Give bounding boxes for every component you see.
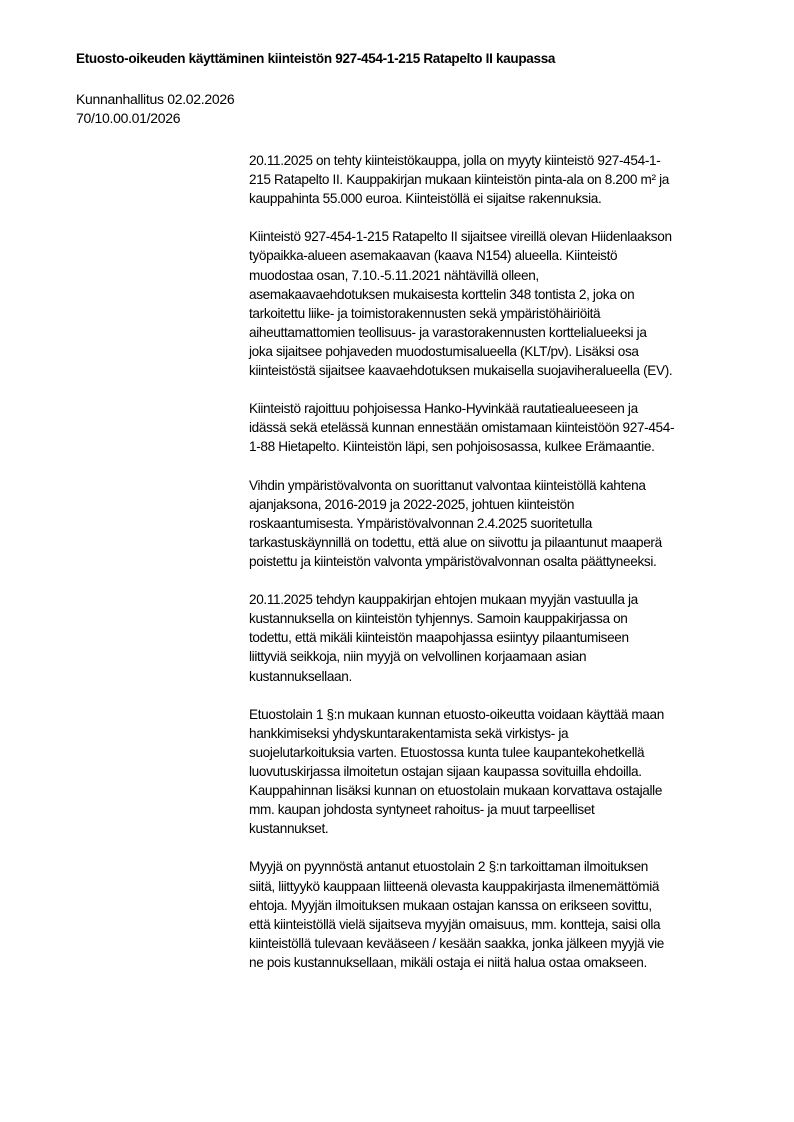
paragraph-line: siitä, liittyykö kauppaan liitteenä olevasta kauppakirjasta ilmenemättömiä xyxy=(249,878,660,894)
paragraph-line: roskaantumisesta. Ympäristövalvonnan 2.4.2025 suoritetulla xyxy=(249,515,592,531)
paragraph-line: tarkoitettu liike- ja toimistorakennusten sekä ympäristöhäiriöitä xyxy=(249,305,601,321)
paragraph xyxy=(249,857,674,972)
paragraph-line: mm. kaupan johdosta syntyneet rahoitus- ja muut tarpeelliset xyxy=(249,802,595,818)
paragraph-line: poistettu ja kiinteistön valvonta ympäristövalvonnan osalta päättyneeksi. xyxy=(249,553,657,569)
paragraph-line: kiinteistöstä sijaitsee kaavaehdotuksen mukaisella suojaviheralueella (EV). xyxy=(249,363,673,379)
paragraph-line: todettu, että mikäli kiinteistön maapohjassa esiintyy pilaantumiseen xyxy=(249,630,629,646)
paragraph-line: suojelutarkoituksia varten. Etuostossa kunta tulee kaupantekohetkellä xyxy=(249,744,645,760)
document-title: Etuosto-oikeuden käyttäminen kiinteistön 927-454-1-215 Ratapelto II kaupassa xyxy=(76,51,556,66)
paragraph-line: 20.11.2025 on tehty kiinteistökauppa, jolla on myyty kiinteistö 927-454-1- xyxy=(249,153,661,168)
paragraph xyxy=(249,399,674,456)
paragraph-line: että kiinteistöllä vielä sijaitseva myyjän omaisuus, mm. kontteja, saisi olla xyxy=(249,916,661,932)
paragraph xyxy=(249,705,674,839)
paragraph-line: aiheuttamattomien teollisuus- ja varastorakennusten korttelialueeksi ja xyxy=(249,324,647,340)
paragraph-line: kustannuksellaan. xyxy=(249,668,352,684)
paragraph-line: kustannukset. xyxy=(249,821,329,837)
paragraph-line: ehtoja. Myyjän ilmoituksen mukaan ostajan kanssa on erikseen sovittu, xyxy=(249,897,652,913)
paragraph-line: Myyjä on pyynnöstä antanut etuostolain 2 §:n tarkoittaman ilmoituksen xyxy=(249,859,649,875)
paragraph xyxy=(249,590,674,685)
paragraph-line: asemakaavaehdotuksen mukaisesta korttelin 348 tontista 2, joka on xyxy=(249,286,635,302)
paragraph-line: kustannuksella on kiinteistön tyhjennys. Samoin kauppakirjassa on xyxy=(249,611,628,627)
paragraph-line: Kiinteistö 927-454-1-215 Ratapelto II sijaitsee vireillä olevan Hiidenlaakson xyxy=(249,229,672,245)
paragraph-line: 215 Ratapelto II. Kauppakirjan mukaan kiinteistön pinta-ala on 8.200 m² ja xyxy=(249,172,669,188)
document-body xyxy=(249,151,674,991)
document-meta xyxy=(76,90,234,128)
paragraph xyxy=(249,227,674,380)
paragraph-line: luovutuskirjassa ilmoitetun ostajan sijaan kaupassa sovituilla ehdoilla. xyxy=(249,764,642,779)
paragraph-line: Etuostolain 1 §:n mukaan kunnan etuosto-oikeutta voidaan käyttää maan xyxy=(249,706,664,722)
paragraph-line: ajanjaksona, 2016-2019 ja 2022-2025, johtuen kiinteistön xyxy=(249,496,575,512)
meeting-date: Kunnanhallitus 02.02.2026 xyxy=(76,91,235,107)
paragraph-line: kiinteistöllä tulevaan kevääseen / kesään saakka, jonka jälkeen myyjä vie xyxy=(249,935,664,951)
paragraph-line: Kauppahinnan lisäksi kunnan on etuostolain mukaan korvattava ostajalle xyxy=(249,783,663,799)
paragraph-line: hankkimiseksi yhdyskuntarakentamista sekä virkistys- ja xyxy=(249,725,569,741)
paragraph-line: tarkastuskäynnillä on todettu, että alue on siivottu ja pilaantunut maaperä xyxy=(249,534,662,550)
paragraph-line: työpaikka-alueen asemakaavan (kaava N154) alueella. Kiinteistö xyxy=(249,248,618,264)
paragraph xyxy=(249,151,674,208)
record-number: 70/10.00.01/2026 xyxy=(76,110,181,126)
paragraph-line: ne pois kustannuksellaan, mikäli ostaja ei niitä halua ostaa omakseen. xyxy=(249,954,647,970)
paragraph-line: joka sijaitsee pohjaveden muodostumisalueella (KLT/pv). Lisäksi osa xyxy=(249,343,639,359)
paragraph-line: kauppahinta 55.000 euroa. Kiinteistöllä ei sijaitse rakennuksia. xyxy=(249,191,602,207)
paragraph-line: muodostaa osan, 7.10.-5.11.2021 nähtävillä olleen, xyxy=(249,267,539,283)
paragraph-line: 1-88 Hietapelto. Kiinteistön läpi, sen pohjoisosassa, kulkee Erämaantie. xyxy=(249,439,655,455)
paragraph xyxy=(249,476,674,571)
paragraph-line: idässä sekä etelässä kunnan ennestään omistamaan kiinteistöön 927-454- xyxy=(249,420,675,436)
paragraph-line: Vihdin ympäristövalvonta on suorittanut valvontaa kiinteistöllä kahtena xyxy=(249,477,646,493)
paragraph-line: Kiinteistö rajoittuu pohjoisessa Hanko-Hyvinkää rautatiealueeseen ja xyxy=(249,401,638,417)
paragraph-line: 20.11.2025 tehdyn kauppakirjan ehtojen mukaan myyjän vastuulla ja xyxy=(249,592,638,608)
paragraph-line: liittyviä seikkoja, niin myyjä on velvollinen korjaamaan asian xyxy=(249,649,587,665)
